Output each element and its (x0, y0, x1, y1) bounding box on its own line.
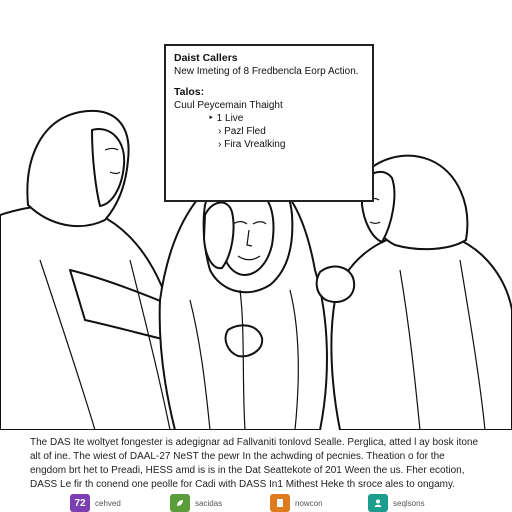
footer-chips (70, 494, 450, 512)
presentation-board (164, 44, 374, 202)
chip-label: seqlsons (393, 498, 425, 508)
chip-badge (170, 494, 190, 512)
footer-chip[interactable] (270, 494, 323, 512)
center-figure-hands-lower (226, 325, 263, 356)
people-icon (373, 498, 383, 508)
caption-line: The DAS Ite woltyet fongester is adegignar ad Fallvaniti tonlovd Sealle. Perglica, atted l ay bosk itone (30, 437, 479, 448)
board-item: › Fira Vrealking (218, 139, 286, 150)
footer-chip[interactable] (70, 494, 121, 512)
chip-label: sacidas (195, 498, 223, 508)
caption-line: engdom brt het to Preadi, HESS amd is is in the Dat Seattekote of 201 Ween the us. Fher ecotion, (30, 465, 465, 476)
chip-badge (270, 494, 290, 512)
board-subtitle: New Imeting of 8 Fredbencla Eorp Action. (174, 66, 359, 77)
chip-badge: 72 (70, 494, 90, 512)
board-item: Cuul Peycemain Thaight (174, 100, 283, 111)
board-title: Daist Callers (174, 52, 238, 64)
board-item: ‣ 1 Live (208, 113, 244, 124)
board-section: Talos: (174, 86, 205, 98)
caption-line: DASS Le fir th conend one peolle for Cadi with DASS In1 Mithest Heke th sroce ales to ongamy. (30, 479, 456, 490)
footer-chip[interactable] (170, 494, 222, 512)
chip-label: nowcon (295, 498, 323, 508)
chip-label: cehved (95, 498, 121, 508)
right-figure-cloak (331, 232, 512, 430)
caption-line: alt of ine. The wiest of DAAL-27 NeST the pewr In the achwding of pecnies. Theation o for the (30, 451, 445, 462)
footer-chip[interactable] (368, 494, 425, 512)
board-item: › Pazl Fled (218, 126, 266, 137)
chip-badge (368, 494, 388, 512)
right-figure-hand (317, 267, 355, 302)
page-icon (275, 498, 285, 508)
leaf-icon (175, 498, 185, 508)
caption-text (30, 436, 486, 492)
